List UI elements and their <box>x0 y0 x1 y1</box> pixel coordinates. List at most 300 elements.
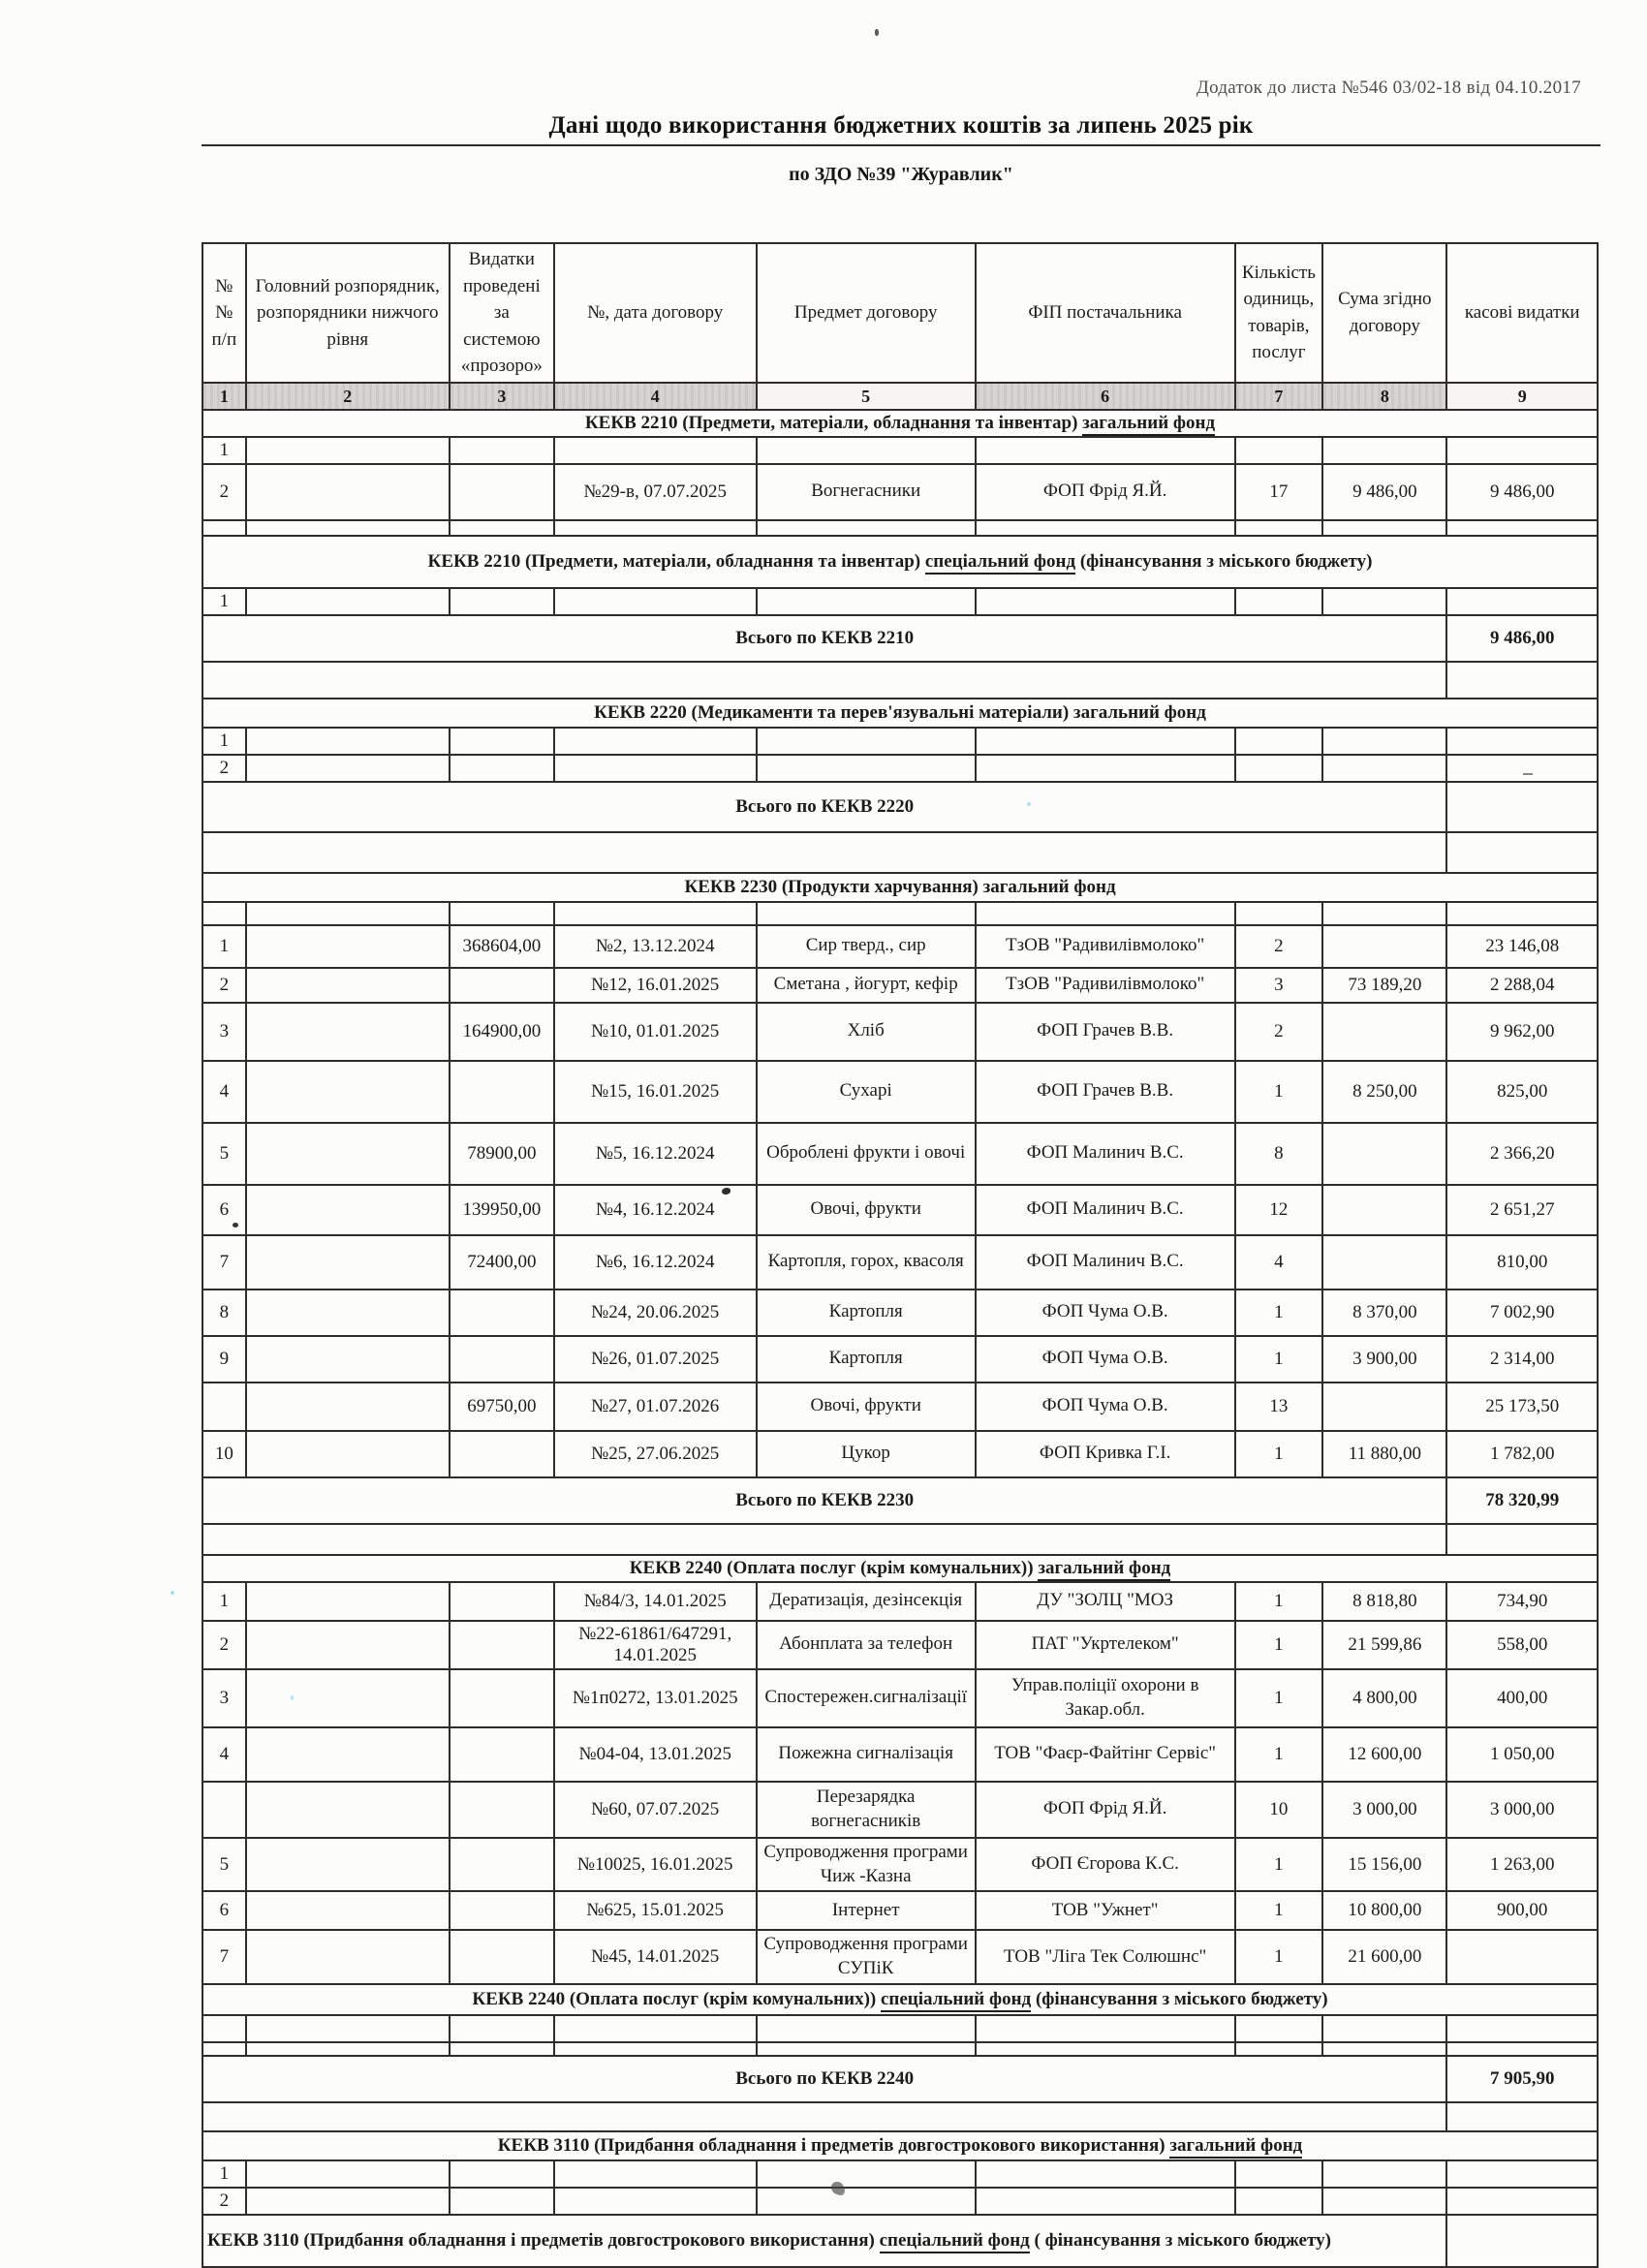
prozorro-amount-cell <box>450 1891 554 1930</box>
prozorro-amount-cell <box>450 1289 554 1336</box>
supplier-cell <box>976 437 1235 464</box>
table-row <box>202 1185 1598 1235</box>
contract-sum-cell <box>1322 437 1446 464</box>
subject-cell: Спостережен.сигналізації <box>757 1669 976 1727</box>
contract-sum-cell <box>1322 2042 1446 2056</box>
supplier-cell: ФОП Єгорова К.С. <box>976 1838 1235 1891</box>
quantity-cell: 4 <box>1235 1235 1323 1289</box>
table-row <box>202 1669 1598 1727</box>
subject-cell: Перезарядка вогнегасників <box>757 1782 976 1838</box>
cash-expense-cell: 2 314,00 <box>1446 1336 1598 1383</box>
contract-cell: №4, 16.12.2024 <box>554 1185 757 1235</box>
quantity-cell: 12 <box>1235 1185 1323 1235</box>
contract-sum-cell: 21 600,00 <box>1322 1930 1446 1983</box>
spacer-cell <box>1446 662 1598 699</box>
section-header-text: (фінансування з міського бюджету) <box>1075 550 1373 572</box>
contract-cell: №24, 20.06.2025 <box>554 1289 757 1336</box>
total-cash-cell <box>1446 782 1598 832</box>
manager-cell <box>246 464 450 520</box>
contract-cell: №15, 16.01.2025 <box>554 1061 757 1123</box>
table-row <box>202 902 1598 925</box>
contract-cell: №27, 01.07.2026 <box>554 1383 757 1431</box>
total-row <box>202 2056 1598 2102</box>
prozorro-amount-cell <box>450 1727 554 1782</box>
supplier-cell: ПАТ "Укртелеком" <box>976 1621 1235 1669</box>
band-row <box>202 1524 1598 1555</box>
table-row <box>202 1838 1598 1891</box>
quantity-cell: 1 <box>1235 1930 1323 1983</box>
supplier-cell <box>976 728 1235 755</box>
subject-cell: Вогнегасники <box>757 464 976 520</box>
column-number-8: 8 <box>1322 383 1446 410</box>
quantity-cell: 1 <box>1235 1838 1323 1891</box>
contract-cell <box>554 2042 757 2056</box>
column-number-1: 1 <box>202 383 246 410</box>
subject-cell <box>757 2042 976 2056</box>
section-header-text: КЕКВ 2210 (Предмети, матеріали, обладнання та інвентар) <box>584 412 1083 433</box>
subject-cell: Картопля, горох, квасоля <box>757 1235 976 1289</box>
table-header <box>202 243 1598 410</box>
prozorro-amount-cell: 368604,00 <box>450 925 554 968</box>
contract-cell <box>554 2188 757 2215</box>
prozorro-amount-cell <box>450 1582 554 1621</box>
contract-cell <box>554 902 757 925</box>
subject-cell: Дератизація, дезінсекція <box>757 1582 976 1621</box>
contract-cell <box>554 520 757 536</box>
supplier-cell: ТОВ "Ліга Тек Солюшнс" <box>976 1930 1235 1983</box>
cash-expense-cell: 900,00 <box>1446 1891 1598 1930</box>
quantity-cell: 13 <box>1235 1383 1323 1431</box>
section-header-text: ( фінансування з міського бюджету) <box>1029 2229 1331 2251</box>
table-row <box>202 968 1598 1003</box>
row-number-cell: 3 <box>202 1669 246 1727</box>
contract-sum-cell <box>1322 925 1446 968</box>
table-row <box>202 588 1598 615</box>
table-row <box>202 1336 1598 1383</box>
supplier-cell: ФОП Кривка Г.І. <box>976 1431 1235 1477</box>
contract-sum-cell <box>1322 2015 1446 2042</box>
column-number-2: 2 <box>246 383 450 410</box>
contract-sum-cell: 10 800,00 <box>1322 1891 1446 1930</box>
manager-cell <box>246 1383 450 1431</box>
quantity-cell <box>1235 2188 1323 2215</box>
row-number-cell: 1 <box>202 728 246 755</box>
row-number-cell: 6 <box>202 1185 246 1235</box>
subject-cell: Пожежна сигналізація <box>757 1727 976 1782</box>
row-number-cell: 4 <box>202 1061 246 1123</box>
prozorro-amount-cell: 78900,00 <box>450 1123 554 1185</box>
row-number-cell: 9 <box>202 1336 246 1383</box>
supplier-cell: ТзОВ "Радивилівмолоко" <box>976 925 1235 968</box>
supplier-cell: ТОВ "Фаєр-Файтінг Сервіс" <box>976 1727 1235 1782</box>
supplier-cell: ТОВ "Ужнет" <box>976 1891 1235 1930</box>
section-header-text: КЕКВ 2210 (Предмети, матеріали, обладнання та інвентар) <box>427 550 925 572</box>
quantity-cell <box>1235 728 1323 755</box>
subject-cell <box>757 588 976 615</box>
prozorro-amount-cell <box>450 1621 554 1669</box>
contract-sum-cell: 8 370,00 <box>1322 1289 1446 1336</box>
section-header-text: КЕКВ 2240 (Оплата послуг (крім комунальних)) <box>472 1988 881 2009</box>
contract-cell: №25, 27.06.2025 <box>554 1431 757 1477</box>
spacer-cell <box>202 1524 1446 1555</box>
quantity-cell: 1 <box>1235 1289 1323 1336</box>
table-row <box>202 925 1598 968</box>
subject-cell: Супроводження програми Чиж -Казна <box>757 1838 976 1891</box>
column-header-5: Предмет договору <box>757 243 976 383</box>
cash-expense-cell <box>1446 2215 1598 2267</box>
column-header-2: Головний розпорядник, розпорядники нижчого рівня <box>246 243 450 383</box>
prozorro-amount-cell <box>450 1838 554 1891</box>
section-header-cell <box>202 536 1598 588</box>
cash-expense-cell <box>1446 2160 1598 2188</box>
header-row <box>202 873 1598 902</box>
manager-cell <box>246 1582 450 1621</box>
contract-sum-cell: 8 250,00 <box>1322 1061 1446 1123</box>
band-row <box>202 832 1598 873</box>
section-header-text: КЕКВ 3110 (Придбання обладнання і предметів довгострокового використання) <box>497 2134 1170 2156</box>
row-number-cell: 1 <box>202 437 246 464</box>
supplier-cell: ФОП Чума О.В. <box>976 1289 1235 1336</box>
prozorro-amount-cell <box>450 755 554 782</box>
contract-cell: №10, 01.01.2025 <box>554 1003 757 1061</box>
subject-cell: Овочі, фрукти <box>757 1383 976 1431</box>
subject-cell: Сметана , йогурт, кефір <box>757 968 976 1003</box>
contract-sum-cell <box>1322 1185 1446 1235</box>
supplier-cell <box>976 2042 1235 2056</box>
column-number-3: 3 <box>450 383 554 410</box>
subject-cell: Оброблені фрукти і овочі <box>757 1123 976 1185</box>
section-header-cell <box>202 2215 1446 2267</box>
cash-expense-cell <box>1446 755 1598 782</box>
row-number-cell <box>202 520 246 536</box>
manager-cell <box>246 902 450 925</box>
contract-cell: №22-61861/647291, 14.01.2025 <box>554 1621 757 1669</box>
row-number-cell: 10 <box>202 1431 246 1477</box>
manager-cell <box>246 1061 450 1123</box>
contract-cell: №10025, 16.01.2025 <box>554 1838 757 1891</box>
supplier-cell: ФОП Фрід Я.Й. <box>976 1782 1235 1838</box>
section-header-cell <box>202 1984 1598 2015</box>
contract-sum-cell <box>1322 588 1446 615</box>
manager-cell <box>246 437 450 464</box>
column-header-1: №№ п/п <box>202 243 246 383</box>
cash-expense-cell: 23 146,08 <box>1446 925 1598 968</box>
header-row <box>202 2131 1598 2160</box>
spacer-cell <box>202 832 1446 873</box>
cash-expense-cell <box>1446 2042 1598 2056</box>
supplier-cell <box>976 520 1235 536</box>
cash-expense-cell: 7 002,90 <box>1446 1289 1598 1336</box>
cash-expense-cell <box>1446 1930 1598 1983</box>
contract-sum-cell: 73 189,20 <box>1322 968 1446 1003</box>
section-header-cell <box>202 1555 1598 1582</box>
manager-cell <box>246 728 450 755</box>
subject-cell <box>757 755 976 782</box>
contract-cell <box>554 755 757 782</box>
fund-underlined-text: спеціальний фонд <box>880 2230 1030 2253</box>
cash-expense-cell: 9 486,00 <box>1446 464 1598 520</box>
contract-cell: №84/3, 14.01.2025 <box>554 1582 757 1621</box>
contract-sum-cell <box>1322 728 1446 755</box>
table-row <box>202 1289 1598 1336</box>
table-row <box>202 1383 1598 1431</box>
cash-expense-cell <box>1446 2188 1598 2215</box>
section-header-text: КЕКВ 3110 (Придбання обладнання і предметів довгострокового використання) <box>207 2229 880 2251</box>
quantity-cell: 8 <box>1235 1123 1323 1185</box>
prozorro-amount-cell: 72400,00 <box>450 1235 554 1289</box>
cash-expense-cell: 1 782,00 <box>1446 1431 1598 1477</box>
column-header-9: касові видатки <box>1446 243 1598 383</box>
row-number-cell: 4 <box>202 1727 246 1782</box>
subject-cell <box>757 728 976 755</box>
manager-cell <box>246 1289 450 1336</box>
subject-cell <box>757 520 976 536</box>
prozorro-amount-cell: 139950,00 <box>450 1185 554 1235</box>
column-header-6: ФІП постачальника <box>976 243 1235 383</box>
spacer-cell <box>202 662 1446 699</box>
manager-cell <box>246 2160 450 2188</box>
cash-expense-cell: 1 050,00 <box>1446 1727 1598 1782</box>
contract-sum-cell: 12 600,00 <box>1322 1727 1446 1782</box>
manager-cell <box>246 1123 450 1185</box>
row-number-cell <box>202 2015 246 2042</box>
row-number-cell: 6 <box>202 1891 246 1930</box>
supplier-cell: ФОП Грачев В.В. <box>976 1003 1235 1061</box>
fund-underlined-text: загальний фонд <box>1169 2135 1302 2159</box>
header-row <box>202 2215 1598 2267</box>
supplier-cell: ФОП Фрід Я.Й. <box>976 464 1235 520</box>
supplier-cell: ФОП Малинич В.С. <box>976 1123 1235 1185</box>
prozorro-amount-cell <box>450 1930 554 1983</box>
column-number-5: 5 <box>757 383 976 410</box>
prozorro-amount-cell <box>450 1431 554 1477</box>
table-row <box>202 1061 1598 1123</box>
section-header-text: КЕКВ 2230 (Продукти харчування) загальний фонд <box>684 876 1116 897</box>
manager-cell <box>246 2042 450 2056</box>
header-row <box>202 536 1598 588</box>
supplier-cell <box>976 2160 1235 2188</box>
budget-table <box>202 242 1599 2268</box>
spacer-cell <box>1446 1524 1598 1555</box>
column-number-6: 6 <box>976 383 1235 410</box>
section-header-cell <box>202 410 1598 437</box>
column-header-3: Видатки проведені за системою «прозоро» <box>450 243 554 383</box>
table-row <box>202 1727 1598 1782</box>
table-row <box>202 520 1598 536</box>
manager-cell <box>246 1930 450 1983</box>
contract-cell: №26, 01.07.2025 <box>554 1336 757 1383</box>
prozorro-amount-cell <box>450 1669 554 1727</box>
subject-cell: Супроводження програми СУПіК <box>757 1930 976 1983</box>
spacer-cell <box>1446 832 1598 873</box>
cash-expense-cell <box>1446 902 1598 925</box>
row-number-cell: 2 <box>202 464 246 520</box>
row-number-cell <box>202 902 246 925</box>
contract-cell: №6, 16.12.2024 <box>554 1235 757 1289</box>
subject-cell: Інтернет <box>757 1891 976 1930</box>
cash-expense-cell: 1 263,00 <box>1446 1838 1598 1891</box>
table-row <box>202 464 1598 520</box>
table-row <box>202 1003 1598 1061</box>
supplier-cell <box>976 588 1235 615</box>
table-row <box>202 2188 1598 2215</box>
subject-cell: Сухарі <box>757 1061 976 1123</box>
contract-cell <box>554 2160 757 2188</box>
column-number-9: 9 <box>1446 383 1598 410</box>
subject-cell: Абонплата за телефон <box>757 1621 976 1669</box>
quantity-cell <box>1235 2160 1323 2188</box>
contract-cell: №12, 16.01.2025 <box>554 968 757 1003</box>
title-underline <box>202 144 1600 146</box>
quantity-cell: 1 <box>1235 1669 1323 1727</box>
total-cash-cell: 7 905,90 <box>1446 2056 1598 2102</box>
quantity-cell <box>1235 588 1323 615</box>
band-row <box>202 662 1598 699</box>
subject-cell <box>757 2160 976 2188</box>
spacer-cell <box>202 2102 1446 2131</box>
header-row <box>202 1555 1598 1582</box>
supplier-cell <box>976 2188 1235 2215</box>
quantity-cell: 1 <box>1235 1727 1323 1782</box>
row-number-cell: 8 <box>202 1289 246 1336</box>
supplier-cell <box>976 2015 1235 2042</box>
prozorro-amount-cell <box>450 2042 554 2056</box>
row-number-cell: 1 <box>202 2160 246 2188</box>
contract-sum-cell <box>1322 2188 1446 2215</box>
contract-cell <box>554 728 757 755</box>
contract-cell: №45, 14.01.2025 <box>554 1930 757 1983</box>
row-number-cell: 5 <box>202 1838 246 1891</box>
header-row <box>202 1984 1598 2015</box>
manager-cell <box>246 1621 450 1669</box>
quantity-cell: 10 <box>1235 1782 1323 1838</box>
prozorro-amount-cell <box>450 1336 554 1383</box>
subject-cell: Картопля <box>757 1336 976 1383</box>
manager-cell <box>246 968 450 1003</box>
cash-expense-cell: 9 962,00 <box>1446 1003 1598 1061</box>
contract-sum-cell <box>1322 755 1446 782</box>
subject-cell <box>757 2188 976 2215</box>
row-number-cell: 2 <box>202 968 246 1003</box>
section-header-cell <box>202 699 1598 728</box>
total-cash-cell: 9 486,00 <box>1446 615 1598 662</box>
table-body <box>202 410 1598 2267</box>
cash-expense-cell: 2 366,20 <box>1446 1123 1598 1185</box>
column-header-4: №, дата договору <box>554 243 757 383</box>
row-number-cell: 1 <box>202 925 246 968</box>
column-number-4: 4 <box>554 383 757 410</box>
row-number-cell <box>202 1782 246 1838</box>
cash-expense-cell: 558,00 <box>1446 1621 1598 1669</box>
row-number-cell: 2 <box>202 1621 246 1669</box>
supplier-cell <box>976 755 1235 782</box>
contract-sum-cell: 4 800,00 <box>1322 1669 1446 1727</box>
prozorro-amount-cell <box>450 464 554 520</box>
column-number-row <box>202 383 1598 410</box>
table-row <box>202 1891 1598 1930</box>
quantity-cell: 17 <box>1235 464 1323 520</box>
contract-sum-cell: 8 818,80 <box>1322 1582 1446 1621</box>
fund-underlined-text: загальний фонд <box>1038 1558 1170 1581</box>
table-row <box>202 755 1598 782</box>
supplier-cell: ФОП Грачев В.В. <box>976 1061 1235 1123</box>
contract-sum-cell: 9 486,00 <box>1322 464 1446 520</box>
cash-expense-cell: 2 651,27 <box>1446 1185 1598 1235</box>
total-row <box>202 1477 1598 1524</box>
table-row <box>202 2015 1598 2042</box>
table-row <box>202 1235 1598 1289</box>
contract-sum-cell: 21 599,86 <box>1322 1621 1446 1669</box>
contract-sum-cell: 11 880,00 <box>1322 1431 1446 1477</box>
column-header-row <box>202 243 1598 383</box>
contract-sum-cell <box>1322 1003 1446 1061</box>
contract-cell <box>554 437 757 464</box>
contract-cell <box>554 2015 757 2042</box>
cash-expense-cell <box>1446 2015 1598 2042</box>
table-row <box>202 1431 1598 1477</box>
subject-cell <box>757 437 976 464</box>
column-header-8: Сума згідно договору <box>1322 243 1446 383</box>
row-number-cell <box>202 1383 246 1431</box>
quantity-cell: 1 <box>1235 1061 1323 1123</box>
manager-cell <box>246 1838 450 1891</box>
contract-sum-cell <box>1322 1123 1446 1185</box>
quantity-cell: 1 <box>1235 1431 1323 1477</box>
subject-cell: Овочі, фрукти <box>757 1185 976 1235</box>
contract-cell: №60, 07.07.2025 <box>554 1782 757 1838</box>
cash-expense-cell: 825,00 <box>1446 1061 1598 1123</box>
contract-sum-cell: 15 156,00 <box>1322 1838 1446 1891</box>
row-number-cell: 1 <box>202 588 246 615</box>
quantity-cell <box>1235 902 1323 925</box>
column-number-7: 7 <box>1235 383 1323 410</box>
row-number-cell: 3 <box>202 1003 246 1061</box>
manager-cell <box>246 1782 450 1838</box>
contract-sum-cell <box>1322 520 1446 536</box>
subject-cell: Цукор <box>757 1431 976 1477</box>
table-row <box>202 2160 1598 2188</box>
quantity-cell: 1 <box>1235 1336 1323 1383</box>
contract-cell: №1п0272, 13.01.2025 <box>554 1669 757 1727</box>
section-header-text: КЕКВ 2240 (Оплата послуг (крім комунальних)) <box>629 1557 1039 1578</box>
spacer-cell <box>1446 2102 1598 2131</box>
section-header-cell <box>202 2131 1598 2160</box>
quantity-cell <box>1235 520 1323 536</box>
manager-cell <box>246 755 450 782</box>
table-row <box>202 1621 1598 1669</box>
row-number-cell: 2 <box>202 2188 246 2215</box>
prozorro-amount-cell <box>450 968 554 1003</box>
prozorro-amount-cell: 164900,00 <box>450 1003 554 1061</box>
row-number-cell: 7 <box>202 1235 246 1289</box>
supplier-cell: ФОП Малинич В.С. <box>976 1185 1235 1235</box>
quantity-cell: 1 <box>1235 1621 1323 1669</box>
prozorro-amount-cell <box>450 1061 554 1123</box>
subject-cell <box>757 2015 976 2042</box>
subject-cell: Сир тверд., сир <box>757 925 976 968</box>
fund-underlined-text: спеціальний фонд <box>925 551 1075 575</box>
contract-sum-cell <box>1322 2160 1446 2188</box>
contract-cell: №04-04, 13.01.2025 <box>554 1727 757 1782</box>
manager-cell <box>246 1891 450 1930</box>
total-label-cell: Всього по КЕКВ 2210 <box>202 615 1446 662</box>
contract-cell: №2, 13.12.2024 <box>554 925 757 968</box>
quantity-cell <box>1235 2042 1323 2056</box>
contract-sum-cell <box>1322 1383 1446 1431</box>
prozorro-amount-cell: 69750,00 <box>450 1383 554 1431</box>
table-row <box>202 1123 1598 1185</box>
supplier-cell: ТзОВ "Радивилівмолоко" <box>976 968 1235 1003</box>
